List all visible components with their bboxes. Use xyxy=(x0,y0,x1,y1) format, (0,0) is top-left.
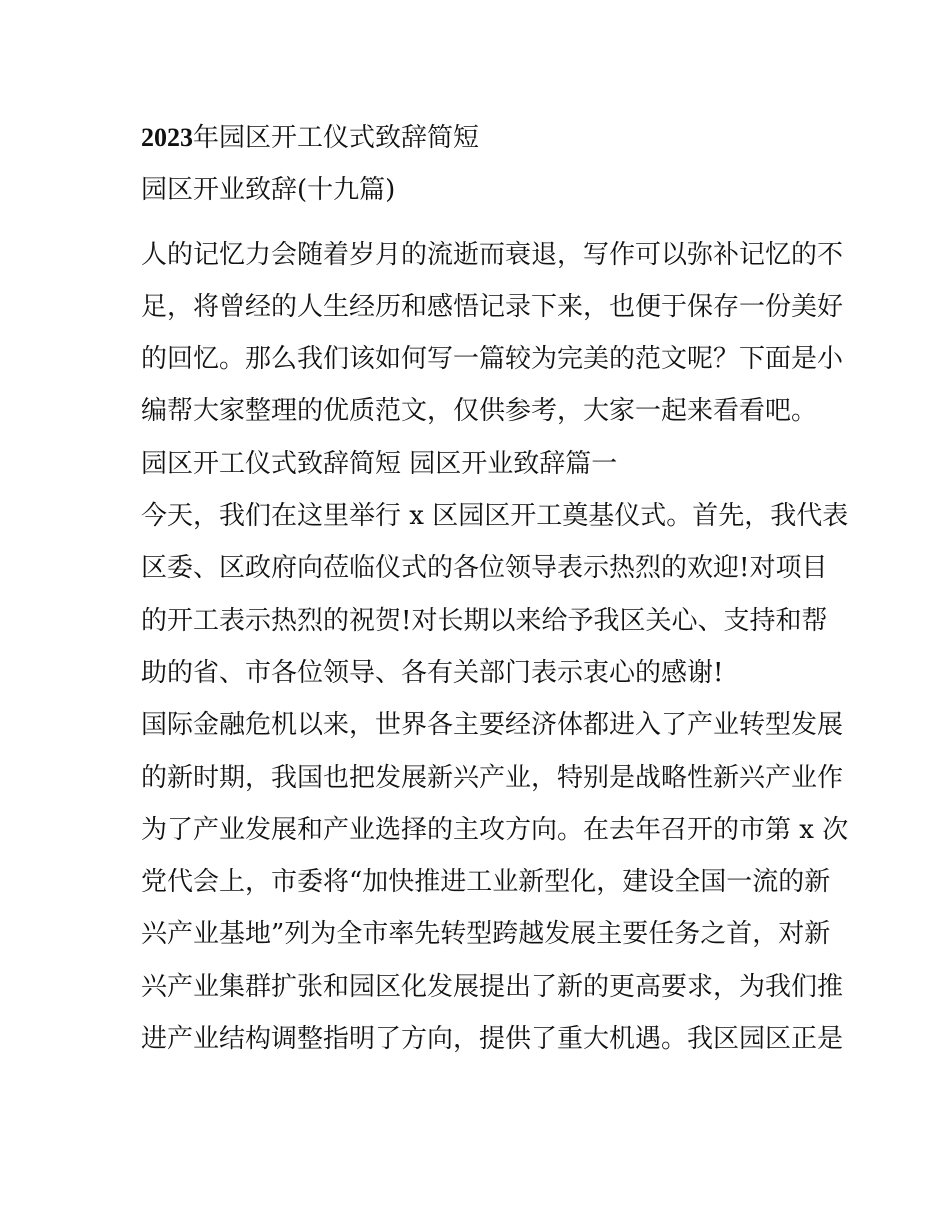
body-line: 的回忆。那么我们该如何写一篇较为完美的范文呢？下面是小 xyxy=(141,344,844,375)
body-line: 兴产业集群扩张和园区化发展提出了新的更高要求，为我们推 xyxy=(141,971,844,1002)
body-line: 区委、区政府向莅临仪式的各位领导表示热烈的欢迎!对项目 xyxy=(141,553,828,584)
body-line: 今天，我们在这里举行 x 区园区开工奠基仪式。首先，我代表 xyxy=(141,501,849,532)
body-line: 进产业结构调整指明了方向，提供了重大机遇。我区园区正是 xyxy=(141,1024,844,1055)
title-line-1 xyxy=(141,112,811,164)
document-body xyxy=(141,229,849,1066)
body-line: 为了产业发展和产业选择的主攻方向。在去年召开的市第 x 次 xyxy=(141,814,849,845)
body-line: 足，将曾经的人生经历和感悟记录下来，也便于保存一份美好 xyxy=(141,291,844,322)
body-line: 的新时期，我国也把发展新兴产业，特别是战略性新兴产业作 xyxy=(141,762,844,793)
body-line: 人的记忆力会随着岁月的流逝而衰退，写作可以弥补记忆的不 xyxy=(141,239,844,270)
section-heading: 园区开工仪式致辞简短 园区开业致辞篇一 xyxy=(141,448,618,479)
body-line: 编帮大家整理的优质范文，仅供参考，大家一起来看看吧。 xyxy=(141,396,818,427)
document-title xyxy=(141,112,811,217)
title-line-2: 园区开业致辞(十九篇) xyxy=(141,175,396,206)
title-line-1-text: 年园区开工仪式致辞简短 xyxy=(193,123,480,153)
title-year: 2023 xyxy=(141,123,193,152)
body-line: 兴产业基地”列为全市率先转型跨越发展主要任务之首，对新 xyxy=(141,919,831,950)
body-line: 党代会上，市委将“加快推进工业新型化，建设全国一流的新 xyxy=(141,867,831,898)
body-line: 国际金融危机以来，世界各主要经济体都进入了产业转型发展 xyxy=(141,710,844,741)
body-line: 助的省、市各位领导、各有关部门表示衷心的感谢! xyxy=(141,657,724,688)
document-page xyxy=(141,112,849,1065)
body-line: 的开工表示热烈的祝贺!对长期以来给予我区关心、支持和帮 xyxy=(141,605,828,636)
